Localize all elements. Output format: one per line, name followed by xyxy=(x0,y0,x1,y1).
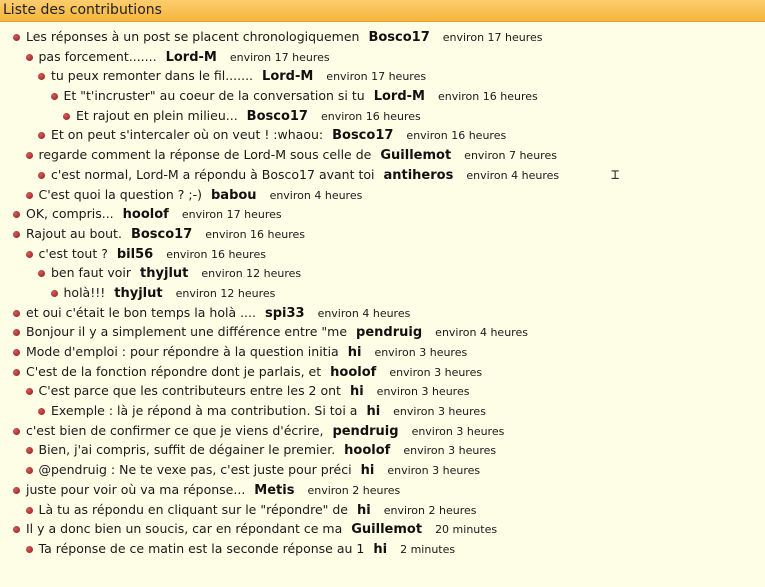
bullet-icon xyxy=(13,231,20,238)
contribution-author[interactable]: Lord-M xyxy=(165,49,217,65)
contribution-item[interactable] xyxy=(0,303,765,323)
page-header xyxy=(0,0,765,22)
contribution-item[interactable] xyxy=(0,106,765,126)
contribution-time: environ 16 heures xyxy=(406,129,507,143)
contribution-title-link[interactable]: et oui c'était le bon temps la holà .... xyxy=(26,304,256,320)
bullet-icon xyxy=(26,467,33,474)
contribution-title-link[interactable]: ben faut voir xyxy=(51,265,132,281)
contribution-item[interactable] xyxy=(0,500,765,520)
contribution-item[interactable] xyxy=(0,86,765,106)
contribution-list xyxy=(0,22,765,559)
bullet-icon xyxy=(38,270,45,277)
contribution-author[interactable]: Bosco17 xyxy=(332,128,394,144)
contribution-author[interactable]: hi xyxy=(360,463,375,479)
contribution-time: environ 17 heures xyxy=(229,50,330,64)
contribution-author[interactable]: Metis xyxy=(254,482,295,498)
contribution-title-link[interactable]: OK, compris... xyxy=(26,206,114,222)
contribution-item[interactable] xyxy=(0,145,765,165)
bullet-icon xyxy=(38,172,45,179)
contribution-time: environ 4 heures xyxy=(269,188,363,202)
contribution-title-link[interactable]: holà!!! xyxy=(63,284,106,300)
contribution-time: environ 17 heures xyxy=(326,70,427,84)
contribution-author[interactable]: spi33 xyxy=(264,305,305,321)
bullet-icon xyxy=(13,487,20,494)
contribution-title-link[interactable]: Exemple : là je répond à ma contribution. Si toi a xyxy=(51,403,358,419)
contribution-time: environ 3 heures xyxy=(376,385,470,399)
contribution-item[interactable] xyxy=(0,322,765,342)
contribution-time: environ 17 heures xyxy=(442,31,543,44)
contribution-item[interactable] xyxy=(0,342,765,362)
contribution-title-link[interactable]: Rajout au bout. xyxy=(26,225,122,241)
contribution-item[interactable] xyxy=(0,283,765,303)
contribution-item[interactable] xyxy=(0,519,765,539)
bullet-icon xyxy=(26,507,33,514)
contribution-item[interactable] xyxy=(0,421,765,441)
contribution-author[interactable]: hi xyxy=(373,541,388,557)
contribution-item[interactable] xyxy=(0,165,765,185)
bullet-icon xyxy=(13,211,20,218)
contribution-title-link[interactable]: juste pour voir où va ma réponse... xyxy=(26,481,246,497)
contribution-time: environ 16 heures xyxy=(320,109,421,123)
contribution-title-link[interactable]: Et "t'incruster" au coeur de la conversation si tu xyxy=(63,88,365,104)
bullet-icon xyxy=(26,388,33,395)
contribution-item[interactable] xyxy=(0,263,765,283)
contribution-time: environ 3 heures xyxy=(393,405,486,419)
contribution-title-link[interactable]: C'est parce que les contributeurs entre les 2 ont xyxy=(38,383,341,399)
contribution-title-link[interactable]: Les réponses à un post se placent chronologiquemen xyxy=(26,29,360,44)
contribution-author[interactable]: antiheros xyxy=(383,167,454,183)
contribution-time: environ 3 heures xyxy=(374,346,468,359)
contribution-time: environ 12 heures xyxy=(201,267,302,281)
contribution-title-link[interactable]: Et rajout en plein milieu... xyxy=(76,107,238,123)
contribution-item[interactable] xyxy=(0,440,765,460)
contribution-author[interactable]: pendruig xyxy=(332,423,399,439)
contribution-title-link[interactable]: tu peux remonter dans le fil....... xyxy=(51,68,254,84)
bullet-icon xyxy=(26,546,33,553)
contribution-time: environ 4 heures xyxy=(435,326,528,340)
contribution-time: environ 16 heures xyxy=(166,247,266,261)
contribution-author[interactable]: Bosco17 xyxy=(368,30,430,45)
contribution-author[interactable]: hoolof xyxy=(344,443,391,459)
bullet-icon xyxy=(51,290,58,297)
contribution-item[interactable] xyxy=(0,381,765,401)
text-cursor-icon: ⌶ xyxy=(611,167,620,183)
contribution-title-link[interactable]: C'est quoi la question ? ;-) xyxy=(38,186,202,202)
contribution-title-link[interactable]: Bonjour il y a simplement une différence entre "me xyxy=(26,324,348,340)
contribution-author[interactable]: Guillemot xyxy=(380,148,452,164)
contribution-author[interactable]: Lord-M xyxy=(373,89,425,105)
contribution-title-link[interactable]: pas forcement....... xyxy=(38,48,157,64)
bullet-icon xyxy=(13,34,20,41)
contribution-item[interactable] xyxy=(0,204,765,224)
contribution-item[interactable] xyxy=(0,244,765,264)
contribution-author[interactable]: thyjlut xyxy=(114,285,163,301)
contribution-item[interactable] xyxy=(0,224,765,244)
contribution-title-link[interactable]: @pendruig : Ne te vexe pas, c'est juste pour préci xyxy=(38,462,352,478)
bullet-icon xyxy=(13,329,20,336)
contribution-title-link[interactable]: c'est tout ? xyxy=(38,245,108,261)
contribution-item[interactable] xyxy=(0,27,765,47)
bullet-icon xyxy=(51,93,58,100)
contribution-item[interactable] xyxy=(0,539,765,559)
contribution-author[interactable]: thyjlut xyxy=(140,266,189,282)
contribution-author[interactable]: hoolof xyxy=(330,364,377,380)
bullet-icon xyxy=(13,526,20,533)
bullet-icon xyxy=(26,54,33,61)
contribution-time: environ 4 heures xyxy=(317,306,411,320)
bullet-icon xyxy=(13,369,20,376)
contribution-time: environ 12 heures xyxy=(175,286,276,300)
contribution-time: environ 2 heures xyxy=(383,503,477,517)
contribution-author[interactable]: bil56 xyxy=(116,246,154,262)
contribution-item[interactable] xyxy=(0,401,765,421)
bullet-icon xyxy=(26,447,33,454)
contribution-title-link[interactable]: Et on peut s'intercaler où on veut ! :whaou: xyxy=(51,127,324,143)
contribution-title-link[interactable]: Ta réponse de ce matin est la seconde réponse au 1 xyxy=(38,540,365,556)
bullet-icon xyxy=(26,251,33,258)
contribution-title-link[interactable]: c'est normal, Lord-M a répondu à Bosco17 avant toi xyxy=(51,166,375,182)
bullet-icon xyxy=(38,73,45,80)
contribution-title-link[interactable]: Il y a donc bien un soucis, car en répondant ce ma xyxy=(26,521,343,537)
contribution-author[interactable]: hi xyxy=(349,384,364,400)
contribution-author[interactable]: Bosco17 xyxy=(246,108,308,124)
bullet-icon xyxy=(13,428,20,435)
contribution-time: environ 4 heures xyxy=(466,168,560,182)
contribution-title-link[interactable]: C'est de la fonction répondre dont je parlais, et xyxy=(26,363,322,379)
bullet-icon xyxy=(26,192,33,199)
contribution-time: environ 3 heures xyxy=(411,424,505,438)
contribution-time: environ 17 heures xyxy=(181,208,282,222)
contribution-author[interactable]: hi xyxy=(356,502,371,518)
contribution-title-link[interactable]: regarde comment la réponse de Lord-M sous celle de xyxy=(38,147,372,163)
contribution-author[interactable]: Guillemot xyxy=(351,522,423,538)
contribution-item[interactable] xyxy=(0,460,765,480)
contribution-time: environ 16 heures xyxy=(437,90,538,104)
bullet-icon xyxy=(13,310,20,317)
contribution-time: 20 minutes xyxy=(435,523,498,537)
bullet-icon xyxy=(63,113,70,120)
contribution-item[interactable] xyxy=(0,362,765,382)
contribution-item[interactable] xyxy=(0,125,765,145)
bullet-icon xyxy=(13,349,20,356)
contribution-author[interactable]: Bosco17 xyxy=(130,226,193,242)
contribution-author[interactable]: hi xyxy=(366,404,381,420)
contribution-title-link[interactable]: Là tu as répondu en cliquant sur le "répondre" de xyxy=(38,501,348,517)
contribution-author[interactable]: hoolof xyxy=(122,207,169,223)
contribution-title-link[interactable]: Bien, j'ai compris, suffit de dégainer le premier. xyxy=(38,442,336,458)
bullet-icon xyxy=(26,152,33,159)
contribution-item[interactable] xyxy=(0,66,765,86)
contribution-time: environ 7 heures xyxy=(464,149,557,163)
header-title: Liste des contributions xyxy=(3,2,162,18)
contribution-item[interactable] xyxy=(0,47,765,67)
contribution-title-link[interactable]: c'est bien de confirmer ce que je viens d'écrire, xyxy=(26,422,324,438)
contribution-author[interactable]: babou xyxy=(210,187,257,203)
contribution-item[interactable] xyxy=(0,185,765,205)
bullet-icon xyxy=(38,132,45,139)
contribution-time: environ 3 heures xyxy=(387,464,481,478)
contribution-author[interactable]: hi xyxy=(347,345,362,360)
contribution-time: environ 3 heures xyxy=(403,444,497,458)
contribution-time: environ 2 heures xyxy=(307,483,401,497)
contribution-author[interactable]: pendruig xyxy=(356,325,423,341)
contribution-time: environ 3 heures xyxy=(389,365,483,379)
contribution-title-link[interactable]: Mode d'emploi : pour répondre à la question initia xyxy=(26,344,339,359)
contribution-author[interactable]: Lord-M xyxy=(262,69,314,85)
contribution-item[interactable] xyxy=(0,480,765,500)
contribution-time: 2 minutes xyxy=(400,542,456,556)
contribution-time: environ 16 heures xyxy=(205,227,306,241)
bullet-icon xyxy=(38,408,45,415)
